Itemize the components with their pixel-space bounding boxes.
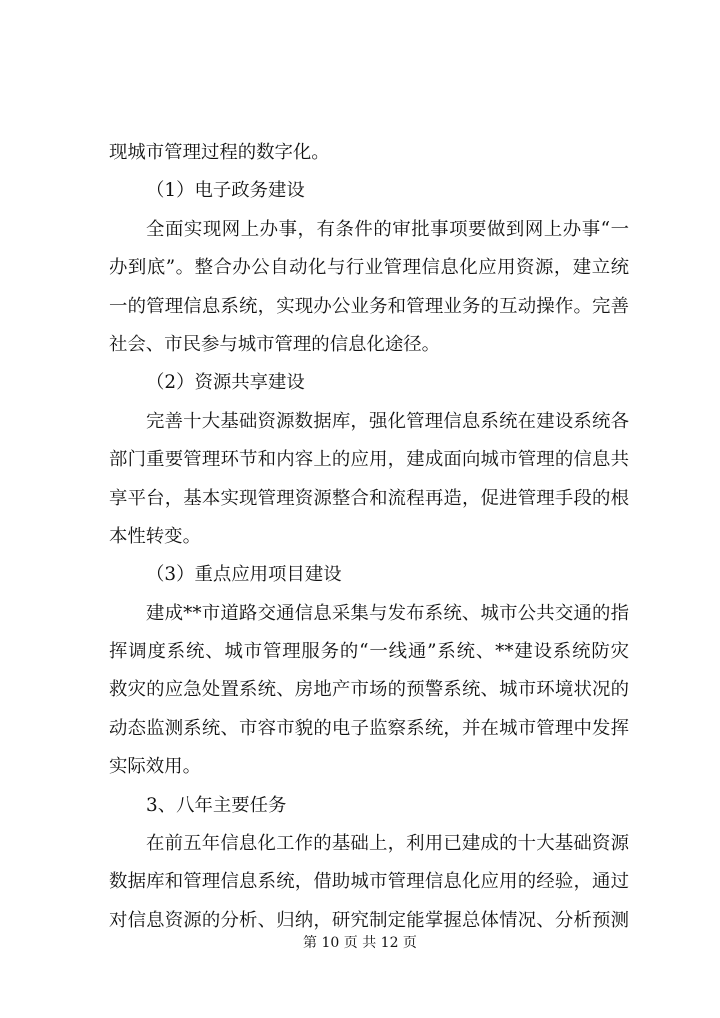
paragraph-line: 全面实现网上办事，有条件的审批事项要做到网上办事“一	[146, 218, 629, 240]
paragraph-line: 享平台，基本实现管理资源整合和流程再造，促进管理手段的根	[109, 487, 629, 509]
paragraph-line: 对信息资源的分析、归纳，研究制定能掌握总体情况、分析预测	[109, 909, 629, 931]
section-heading: 3、八年主要任务	[146, 794, 287, 816]
section-heading: （3）重点应用项目建设	[146, 564, 342, 586]
paragraph-line: 挥调度系统、城市管理服务的“一线通”系统、**建设系统防灾	[109, 641, 629, 663]
paragraph-line: 救灾的应急处置系统、房地产市场的预警系统、城市环境状况的	[109, 679, 629, 701]
paragraph-line: 在前五年信息化工作的基础上，利用已建成的十大基础资源	[146, 833, 629, 855]
paragraph-line: 社会、市民参与城市管理的信息化途径。	[109, 333, 441, 355]
paragraph-line: 一的管理信息系统，实现办公业务和管理业务的互动操作。完善	[109, 295, 629, 317]
paragraph-line: 实际效用。	[109, 756, 201, 778]
paragraph-line: 本性转变。	[109, 525, 201, 547]
section-heading: （2）资源共享建设	[146, 372, 305, 394]
paragraph-line: 现城市管理过程的数字化。	[109, 142, 330, 163]
paragraph-line: 部门重要管理环节和内容上的应用，建成面向城市管理的信息共	[109, 449, 629, 471]
paragraph-line: 建成**市道路交通信息采集与发布系统、城市公共交通的指	[146, 602, 629, 624]
document-body	[109, 134, 629, 940]
paragraph-line: 数据库和管理信息系统，借助城市管理信息化应用的经验，通过	[109, 871, 629, 893]
paragraph-line: 动态监测系统、市容市貌的电子监察系统，并在城市管理中发挥	[109, 717, 629, 739]
paragraph-line: 完善十大基础资源数据库，强化管理信息系统在建设系统各	[146, 410, 629, 432]
paragraph-line: 办到底”。整合办公自动化与行业管理信息化应用资源，建立统	[109, 257, 629, 279]
page-number-footer: 第 10 页 共 12 页	[303, 935, 417, 951]
section-heading: （1）电子政务建设	[146, 180, 305, 202]
